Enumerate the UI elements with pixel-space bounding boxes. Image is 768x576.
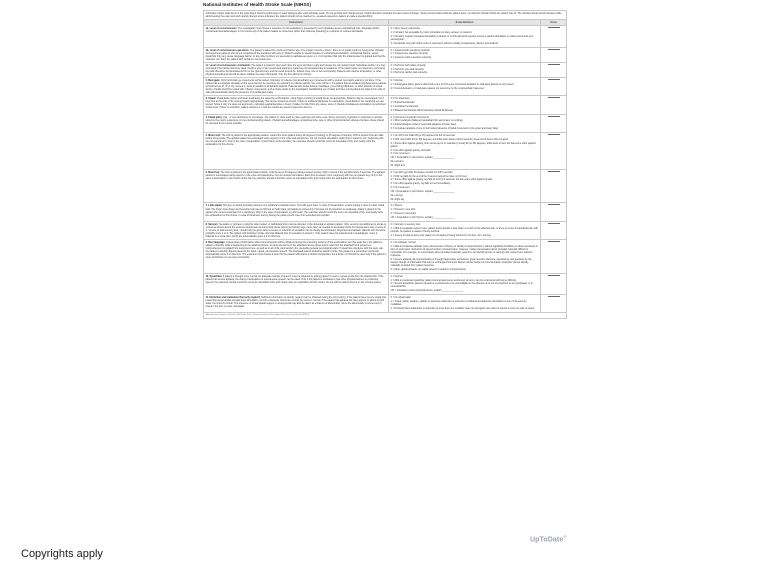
scale-definition-line: 3 = Bilateral hemianopia (blind including cortical blindness). bbox=[390, 108, 454, 112]
scale-definition-line: 1 = Partial hemianopia. bbox=[390, 101, 416, 105]
footnote-text: Adapted from: Institutes of Health. NIH Stroke Scale. National Institute of Neurological Disorders and Stroke (NINDS). bbox=[204, 312, 567, 318]
score-cell bbox=[541, 26, 567, 47]
score-blank-line bbox=[548, 223, 560, 224]
scale-item-row bbox=[204, 47, 567, 62]
item-instruction-text: Visual fields (upper and lower quadrants) are tested by confrontation, using finger counting or visual threat, as appropriate. Patients may be encouraged, but if they look at the side of the moving fingers appropriately, this can be scored as normal. If there is unilateral blindness or enucleation, visual fields in the remaining eye are scored. Score 1 only if a clear-cut asymmetry, including quadrantanopia, is found. If patient is blind from any cause, score 3. Double simultaneous stimulation is performed at this point. If there is extinction, patient receives a 1, and the results are used to respond to item 11. bbox=[205, 97, 386, 110]
uptodate-registered-mark: ® bbox=[563, 534, 567, 539]
scale-definition-line: 1 = Minor paralysis (flattened nasolabial fold, asymmetry on smiling). bbox=[390, 119, 464, 123]
item-scale-definitions bbox=[389, 273, 541, 294]
item-instructions bbox=[204, 96, 389, 114]
scale-definition-line: 6b. Right leg bbox=[390, 197, 405, 201]
scale-definition-line: UN = Amputation or joint fusion, explain:________________ bbox=[390, 189, 455, 193]
item-scale-definitions bbox=[389, 169, 541, 203]
item-instruction-text: Sufficient information to identify neglect may be obtained during the prior testing. If the patient has a severe visual loss preventing visual double simultaneous stimulation, and the cutaneous stimuli are normal, the score is normal. If the patient has aphasia but does appear to attend to both sides, the score is normal. The presence of visual spatial neglect or anosognosia may also be taken as evidence of abnormality. Since the abnormality is scored only if present, the item is never untestable. bbox=[205, 296, 386, 309]
scale-definition-line: 6a. Left leg bbox=[390, 193, 403, 197]
scale-item-row bbox=[204, 62, 567, 77]
item-title: 3. Visual: bbox=[205, 97, 217, 101]
item-instructions bbox=[204, 77, 389, 95]
scale-definition-line: 3 = No effort against gravity; limb falls. bbox=[390, 148, 432, 152]
item-instructions bbox=[204, 203, 389, 221]
scale-definition-line: 0 = Normal. bbox=[390, 78, 404, 82]
scale-definition-line: 5b. Right arm bbox=[390, 163, 405, 167]
score-cell bbox=[541, 62, 567, 77]
scale-definition-line: 1 = Mild-to-moderate aphasia; some obvious loss of fluency or facility of comprehension, without significant limitation on ideas expressed or form of expression. Reduction of speech and/or comprehension, however, makes conversation about provided materials difficult or impossible. For example, in conversation about provided materials, examiner can identify picture or naming card content from patient's response. bbox=[390, 244, 538, 258]
scale-definition-line: 3 = Responds only with reflex motor or autonomic effects or totally unresponsive, flaccid, and areflexic. bbox=[390, 41, 500, 45]
scale-definition-line: 3 = Mute, global aphasia; no usable speech or auditory comprehension. bbox=[390, 267, 467, 271]
item-instructions bbox=[204, 169, 389, 203]
item-scale-definitions bbox=[389, 221, 541, 239]
scale-definition-line: 0 = Normal symmetrical movements. bbox=[390, 115, 430, 119]
item-instruction-text: The patient is asked to open and close the eyes and then to grip and release the non-paretic hand. Substitute another one step command if the hands cannot be used. Credit is given if an unequivocal attempt is made but not completed due to weakness. If the patient does not respond to command, the task should be demonstrated to him or her (pantomime), and the result scored (ie, follows none, one or two commands). Patients with trauma, amputation, or other physical impediments should be given suitable one-step commands. Only the first attempt is scored. bbox=[205, 63, 386, 76]
item-instructions bbox=[204, 26, 389, 47]
scale-definition-line: 2 = Some effort against gravity; limb cannot get to or maintain (if cued) 90 (or 45) degrees, drifts down to bed, but has some effort against gravity. bbox=[390, 141, 536, 148]
item-instruction-text: The patient is asked the month and his/her age. The answer must be correct - there is no partial credit for being close. Aphasic and stuporous patients who do not comprehend the questions will score 2. Patients unable to speak because of endotracheal intubation, orotracheal trauma, severe dysarthria from any cause, language barrier, or any other problem not secondary to aphasia are given a 1. It is important that only the initial answer be graded and that the examiner not "help" the patient with verbal or non-verbal cues. bbox=[205, 48, 386, 61]
scale-definition-line: 0 = Normal; no sensory loss. bbox=[390, 222, 421, 226]
nihss-table bbox=[203, 10, 567, 319]
item-scale-definitions bbox=[389, 114, 541, 132]
scale-definition-line: UN = Intubated or other physical barrier, explain:________________ bbox=[390, 289, 464, 293]
scale-definition-line: 2 = Some effort against gravity; leg falls to bed by 5 seconds, but has some effort against gravity. bbox=[390, 178, 493, 182]
score-blank-line bbox=[548, 275, 560, 276]
scale-item-row bbox=[204, 203, 567, 221]
scale-definition-line: UN = Amputation or joint fusion, explain:________________ bbox=[390, 156, 455, 160]
item-scale-definitions bbox=[389, 295, 541, 313]
score-cell bbox=[541, 273, 567, 294]
item-instructions bbox=[204, 62, 389, 77]
scale-definition-line: 1 = Not alert; but arousable by minor stimulation to obey, answer, or respond. bbox=[390, 30, 473, 34]
item-instruction-text: The limb is placed in the appropriate position: hold the leg at 30 degrees (always tested supine). Drift is scored if the leg falls before 5 seconds. The aphasic patient is encouraged using urgency in the voice and pantomime, but not noxious stimulation. Each limb is tested in turn, beginning with the non-paretic leg. Only in the case of amputation or joint fusion at the hip, the examiner should record the score as untestable (UN), and clearly write the explanation for this choice. bbox=[205, 170, 386, 180]
scale-definition-line: 0 = No aphasia; normal. bbox=[390, 241, 417, 245]
score-cell bbox=[541, 295, 567, 313]
scale-definition-line: 2 = Present in two limbs. bbox=[390, 212, 417, 216]
scale-definition-line: 0 = No abnormality. bbox=[390, 296, 412, 300]
score-cell bbox=[541, 47, 567, 62]
item-instruction-text: If patient is thought to be normal, an adequate sample of speech must be obtained by asking patient to read or repeat words from the attached list. If the patient has severe aphasia, the clarity of articulation of spontaneous speech can be rated. Only if the patient is intubated or has other physical barriers to producing speech, the examiner should record the score as untestable (UN), and clearly write an explanation for this choice. Do not tell the patient why he or she is being tested. bbox=[205, 274, 384, 284]
score-blank-line bbox=[548, 97, 560, 98]
score-blank-line bbox=[548, 79, 560, 80]
score-cell bbox=[541, 77, 567, 95]
item-scale-definitions bbox=[389, 62, 541, 77]
item-scale-definitions bbox=[389, 47, 541, 62]
nihss-document bbox=[203, 2, 566, 319]
scale-item-row bbox=[204, 221, 567, 239]
score-blank-line bbox=[548, 134, 560, 135]
scale-definition-line: 0 = No drift; limb holds 90 (or 45) degrees for full 10 seconds. bbox=[390, 133, 456, 137]
item-scale-definitions bbox=[389, 77, 541, 95]
scale-definition-line: 1 = Drift; limb holds 90 (or 45) degrees, but drifts down before full 10 seconds; does not hit bed or other support. bbox=[390, 137, 509, 141]
score-cell bbox=[541, 96, 567, 114]
item-title: 10. Dysarthria: bbox=[205, 274, 223, 278]
score-blank-line bbox=[548, 49, 560, 50]
scale-item-row bbox=[204, 26, 567, 47]
scale-definition-line: 2 = Not alert; requires repeated stimulation to attend, or is obtunded and requires strong or painful stimulation to make movements (not stereotyped). bbox=[390, 34, 534, 41]
scale-definition-line: 1 = Visual, tactile, auditory, spatial, or personal inattention or extinction to bilateral simultaneous stimulation in one of the sensory modalities. bbox=[390, 299, 527, 306]
item-instruction-text: Only horizontal eye movements will be tested. Voluntary or reflexive (oculocephalic) eye movements will be scored, but caloric testing is not done. If the patient has a conjugate deviation of the eyes that can be overcome by voluntary or reflexive activity, the score will be 1. If a patient has an isolated peripheral nerve paresis (cranial nerves III, IV or VI), score a 1. Gaze is testable in all aphasic patients. Patients with ocular trauma, bandages, pre-existing blindness, or other disorder of visual acuity or fields should be tested with reflexive movements, and a choice made by the investigator. Establishing eye contact and then moving about the patient from side to side will occasionally clarify the presence of a partial gaze palsy. bbox=[205, 78, 387, 95]
scale-item-row bbox=[204, 169, 567, 203]
score-blank-line bbox=[548, 116, 560, 117]
copyright-text: Copyrights apply bbox=[21, 548, 103, 560]
scale-definition-line: 0 = No visual loss. bbox=[390, 97, 411, 101]
scale-definition-line: 0 = No drift; leg holds 30-degree position for full 5 seconds. bbox=[390, 170, 454, 174]
uptodate-wordmark: UpToDate bbox=[530, 536, 564, 544]
item-instruction-text: The investigator must choose a response if a full evaluation is prevented by such obstacles as an endotracheal tube, language barrier, orotracheal trauma/bandages. A 3 is scored only if the patient makes no movement (other than reflexive posturing) in response to noxious stimulation. bbox=[205, 27, 380, 34]
score-blank-line bbox=[548, 241, 560, 242]
scale-definition-line: 5a. Left arm bbox=[390, 160, 404, 164]
scale-definition-line: 1 = Partial gaze palsy; gaze is abnormal in one or both eyes, but forced deviation or total gaze paresis is not present. bbox=[390, 82, 515, 86]
scale-definition-line: 0 = Performs both tasks correctly. bbox=[390, 63, 427, 67]
header-score: Score bbox=[541, 20, 567, 26]
scale-definition-line: 2 = Severe to total sensory loss; patient is not aware of being touched in the face, arm, and leg. bbox=[390, 233, 492, 237]
item-scale-definitions bbox=[389, 240, 541, 274]
item-instruction-text: The limb is placed in the appropriate position: extend the arms (palms down) 90 degrees (if sitting) or 45 degrees (if supine). Drift is scored if the arm falls before 10 seconds. The aphasic patient is encouraged using urgency in the voice and pantomime, but not noxious stimulation. Each limb is tested in turn, beginning with the non-paretic arm. Only in the case of amputation or joint fusion at the shoulder, the examiner should record the score as untestable (UN), and clearly write the explanation for this choice. bbox=[205, 133, 384, 147]
scale-item-row bbox=[204, 96, 567, 114]
score-blank-line bbox=[548, 296, 560, 297]
item-title: 1b. Level of consciousness questions: bbox=[205, 48, 250, 52]
item-instructions bbox=[204, 132, 389, 169]
document-title: National Institutes of Health Stroke Scale (NIHSS) bbox=[203, 2, 311, 7]
score-blank-line bbox=[548, 27, 560, 28]
scale-item-row bbox=[204, 114, 567, 132]
scale-definition-line: 4 = No movement. bbox=[390, 186, 411, 190]
scale-definition-line: 0 = Absent. bbox=[390, 204, 403, 208]
scale-definition-line: 2 = Partial paralysis (total or near-total paralysis of lower face). bbox=[390, 123, 457, 127]
item-title: 5. Motor arm: bbox=[205, 133, 221, 137]
scale-definition-line: 2 = Profound hemi-inattention or extinction to more than one modality; does not recognize own hand or orients to only one side of space. bbox=[390, 306, 535, 310]
scale-item-row bbox=[204, 132, 567, 169]
item-title: 8. Sensory: bbox=[205, 222, 219, 226]
scale-definition-line: 2 = Severe aphasia; all communication is through fragmentary expression; great need for inference, questioning, and guessing by the listener. Range of information that can be exchanged is limited; listener carries burden of communication. Examiner cannot identify materials provided from patient response. bbox=[390, 257, 532, 267]
score-cell bbox=[541, 240, 567, 274]
scale-item-row bbox=[204, 295, 567, 313]
scale-definition-line: 0 = Alert; keenly responsive. bbox=[390, 27, 421, 31]
scale-definition-line: UN = Amputation or joint fusion, explain:________________ bbox=[390, 216, 455, 219]
score-cell bbox=[541, 221, 567, 239]
item-title: 7. Limb ataxia: bbox=[205, 204, 223, 208]
intro-row bbox=[204, 11, 567, 20]
scale-item-row bbox=[204, 273, 567, 294]
scale-definition-line: 1 = Answers one question correctly. bbox=[390, 52, 429, 56]
item-instruction-text: Ask - or use pantomime to encourage - the patient to show teeth or raise eyebrows and close eyes. Score symmetry of grimace in response to noxious stimuli in the poorly responsive or non-comprehending patient. If facial trauma/bandages, orotracheal tube, tape or other physical barriers obscure the face, these should be removed to the extent possible. bbox=[205, 115, 384, 125]
score-blank-line bbox=[548, 171, 560, 172]
scale-definition-line: 1 = Drift; leg falls by the end of the 5-second period but does not hit bed. bbox=[390, 174, 468, 178]
score-blank-line bbox=[548, 64, 560, 65]
item-instruction-text: A great deal of information about comprehension will be obtained during the preceding sections of the examination. For this scale item, the patient is asked to describe what is happening in the attached picture, to name the items on the attached naming sheet and to read from the attached list of sentences. Comprehension is judged from responses here, as well as to all of the commands in the preceding general neurological exam. If visual loss interferes with the tests, ask the patient to identify objects placed in the hand, repeat, and produce speech. The intubated patient should be asked to write. The patient in a coma (item 1a=3) will automatically score 3 on this item. The examiner must choose a score for the patient with stupor or limited cooperation, but a score of 3 should be used only if the patient is mute and follows no one-step commands. bbox=[205, 241, 387, 260]
intro-text: Administer stroke scale items in the order listed. Record performance in each category after each subscale exam. Do not go back and change scores. Follow directions provided for each exam technique. Scores should reflect what the patient does, not what the clinician thinks the patient can do. The clinician should record answers while administering the exam and work quickly. Except where indicated, the patient should not be coached (ie, repeated requests to patient to make a special effort). bbox=[204, 11, 567, 20]
score-cell bbox=[541, 169, 567, 203]
score-cell bbox=[541, 114, 567, 132]
item-title: 11. Extinction and inattention (formerly neglect): bbox=[205, 296, 261, 300]
item-title: 4. Facial palsy: bbox=[205, 115, 223, 119]
scale-definition-line: 1 = Present in one limb. bbox=[390, 208, 416, 212]
footnote-row bbox=[204, 312, 567, 318]
item-instruction-text: This item is aimed at finding evidence of a unilateral cerebellar lesion. Test with eyes open. In case of visual defect, ensure testing is done in intact visual field. The finger-nose-finger and heel-shin tests are performed on both sides, and ataxia is scored only if present out of proportion to weakness. Ataxia is absent in the patient who cannot understand or is paralyzed. Only in the case of amputation or joint fusion, the examiner should record the score as untestable (UN), and clearly write the explanation for this choice. In case of blindness, test by having the patient touch nose from extended arm position. bbox=[205, 204, 385, 217]
scale-definition-line: 1 = Mild-to-moderate dysarthria; patient slurs at least some words and, at worst, can be understood with some difficulty. bbox=[390, 278, 517, 282]
item-instructions bbox=[204, 47, 389, 62]
uptodate-logo bbox=[530, 534, 566, 543]
scale-definition-line: 1 = Mild-to-moderate sensory loss; patient feels pinprick is less sharp or is dull on the affected side; or there is a loss of superficial pain with pinprick, but patient is aware of being touched. bbox=[390, 226, 538, 233]
item-instructions bbox=[204, 295, 389, 313]
scale-definition-line: 1 = Performs one task correctly. bbox=[390, 67, 425, 71]
item-scale-definitions bbox=[389, 26, 541, 47]
header-scale-definition: Scale definition bbox=[389, 20, 541, 26]
scale-definition-line: 2 = Forced deviation, or total gaze paresis not overcome by the oculocephalic maneuver. bbox=[390, 86, 485, 90]
scale-definition-line: 0 = Answers both questions correctly. bbox=[390, 48, 431, 52]
item-scale-definitions bbox=[389, 203, 541, 221]
item-instructions bbox=[204, 240, 389, 274]
score-cell bbox=[541, 132, 567, 169]
scale-definition-line: 0 = Normal. bbox=[390, 274, 404, 278]
item-title: 9. Best language: bbox=[205, 241, 226, 245]
item-instructions bbox=[204, 273, 389, 294]
item-scale-definitions bbox=[389, 132, 541, 169]
scale-definition-line: 2 = Answers neither question correctly. bbox=[390, 56, 432, 60]
item-title: 1a. Level of consciousness: bbox=[205, 27, 238, 31]
scale-definition-line: 3 = No effort against gravity; leg falls to bed immediately. bbox=[390, 182, 451, 186]
header-instructions: Instructions bbox=[204, 20, 389, 26]
item-instructions bbox=[204, 114, 389, 132]
scale-item-row bbox=[204, 240, 567, 274]
item-title: 6. Motor leg: bbox=[205, 170, 220, 174]
item-title: 1c. Level of consciousness commands: bbox=[205, 63, 251, 67]
item-scale-definitions bbox=[389, 96, 541, 114]
item-instruction-text: Sensation or grimace to pinprick when tested, or withdrawal from noxious stimulus in the obtunded or aphasic patient. Only sensory loss attributed to stroke is scored as abnormal and the examiner should test as many body areas (arms [not hands], legs, trunk, face) as needed to accurately check for hemisensory loss. A score of 2, "severe or total sensory loss," should only be given when a severe or total loss of sensation can be clearly demonstrated. Stuporous and aphasic patients will, therefore, probably score 1 or 0. The patient with brainstem stroke who has bilateral loss of sensation is scored 2. If the patient does not respond and is quadriplegic, score 2. Patients in a coma (item 1a=3) are automatically given a 2 on this item. bbox=[205, 222, 386, 239]
item-title: 2. Best gaze: bbox=[205, 78, 221, 82]
scale-item-row bbox=[204, 77, 567, 95]
score-cell bbox=[541, 203, 567, 221]
scale-definition-line: 2 = Severe dysarthria; patient's speech is so slurred as to be unintelligible in the absence of or out of proportion to any dysphasia, or is mute/anarthric. bbox=[390, 282, 533, 289]
scale-definition-line: 2 = Complete hemianopia. bbox=[390, 104, 419, 108]
scale-definition-line: 2 = Performs neither task correctly. bbox=[390, 71, 428, 75]
score-blank-line bbox=[548, 204, 560, 205]
item-instructions bbox=[204, 221, 389, 239]
scale-definition-line: 3 = Complete paralysis of one or both sides (absence of facial movement in the upper and lower face). bbox=[390, 127, 499, 131]
scale-definition-line: 4 = No movement. bbox=[390, 152, 411, 156]
